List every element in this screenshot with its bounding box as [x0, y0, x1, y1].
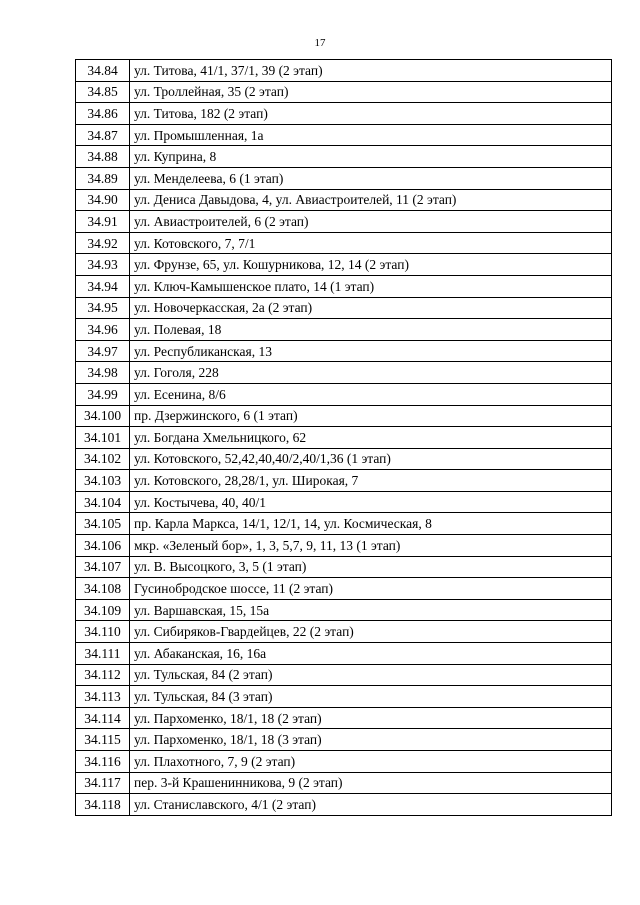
row-address-cell: пр. Карла Маркса, 14/1, 12/1, 14, ул. Космическая, 8 [130, 513, 612, 535]
row-address-cell: ул. Котовского, 7, 7/1 [130, 232, 612, 254]
row-address-cell: ул. Пархоменко, 18/1, 18 (3 этап) [130, 729, 612, 751]
row-number-cell: 34.110 [76, 621, 130, 643]
row-number-cell: 34.97 [76, 340, 130, 362]
row-address-cell: ул. Богдана Хмельницкого, 62 [130, 427, 612, 449]
table-row [76, 729, 612, 751]
row-number-cell: 34.95 [76, 297, 130, 319]
row-address-cell: ул. Тульская, 84 (2 этап) [130, 664, 612, 686]
table-row [76, 470, 612, 492]
row-address-cell: ул. Варшавская, 15, 15а [130, 599, 612, 621]
row-number-cell: 34.85 [76, 81, 130, 103]
row-number-cell: 34.109 [76, 599, 130, 621]
table-row [76, 103, 612, 125]
row-number-cell: 34.100 [76, 405, 130, 427]
row-address-cell: ул. Гоголя, 228 [130, 362, 612, 384]
row-number-cell: 34.96 [76, 319, 130, 341]
address-table-body [76, 60, 612, 816]
table-row [76, 513, 612, 535]
page-number: 17 [314, 37, 326, 49]
row-number-cell: 34.107 [76, 556, 130, 578]
row-number-cell: 34.94 [76, 275, 130, 297]
table-row [76, 794, 612, 816]
table-row [76, 772, 612, 794]
table-row [76, 297, 612, 319]
row-number-cell: 34.87 [76, 124, 130, 146]
table-row [76, 81, 612, 103]
row-address-cell: ул. Тульская, 84 (3 этап) [130, 686, 612, 708]
table-row [76, 556, 612, 578]
row-number-cell: 34.86 [76, 103, 130, 125]
row-address-cell: ул. Котовского, 52,42,40,40/2,40/1,36 (1 этап) [130, 448, 612, 470]
row-number-cell: 34.93 [76, 254, 130, 276]
row-address-cell: пер. 3-й Крашенинникова, 9 (2 этап) [130, 772, 612, 794]
row-address-cell: ул. Титова, 41/1, 37/1, 39 (2 этап) [130, 60, 612, 82]
table-row [76, 340, 612, 362]
row-address-cell: ул. Менделеева, 6 (1 этап) [130, 167, 612, 189]
row-number-cell: 34.114 [76, 707, 130, 729]
row-address-cell: ул. Пархоменко, 18/1, 18 (2 этап) [130, 707, 612, 729]
row-address-cell: ул. Дениса Давыдова, 4, ул. Авиастроителей, 11 (2 этап) [130, 189, 612, 211]
row-address-cell: ул. Костычева, 40, 40/1 [130, 491, 612, 513]
row-number-cell: 34.90 [76, 189, 130, 211]
row-number-cell: 34.115 [76, 729, 130, 751]
row-address-cell: ул. Республиканская, 13 [130, 340, 612, 362]
row-address-cell: ул. Плахотного, 7, 9 (2 этап) [130, 751, 612, 773]
table-row [76, 664, 612, 686]
table-row [76, 427, 612, 449]
table-row [76, 232, 612, 254]
address-table [75, 59, 612, 816]
table-row [76, 319, 612, 341]
row-number-cell: 34.101 [76, 427, 130, 449]
row-number-cell: 34.99 [76, 383, 130, 405]
row-number-cell: 34.88 [76, 146, 130, 168]
table-row [76, 751, 612, 773]
row-number-cell: 34.111 [76, 643, 130, 665]
row-number-cell: 34.106 [76, 535, 130, 557]
table-row [76, 146, 612, 168]
row-number-cell: 34.105 [76, 513, 130, 535]
row-number-cell: 34.104 [76, 491, 130, 513]
row-address-cell: ул. Полевая, 18 [130, 319, 612, 341]
row-number-cell: 34.113 [76, 686, 130, 708]
row-address-cell: ул. Титова, 182 (2 этап) [130, 103, 612, 125]
row-address-cell: ул. Новочеркасская, 2а (2 этап) [130, 297, 612, 319]
row-address-cell: ул. Станиславского, 4/1 (2 этап) [130, 794, 612, 816]
row-address-cell: ул. Троллейная, 35 (2 этап) [130, 81, 612, 103]
row-number-cell: 34.103 [76, 470, 130, 492]
table-row [76, 189, 612, 211]
table-row [76, 535, 612, 557]
row-number-cell: 34.102 [76, 448, 130, 470]
table-row [76, 707, 612, 729]
table-row [76, 383, 612, 405]
table-row [76, 275, 612, 297]
table-row [76, 621, 612, 643]
table-row [76, 167, 612, 189]
table-row [76, 405, 612, 427]
row-address-cell: Гусинобродское шоссе, 11 (2 этап) [130, 578, 612, 600]
row-address-cell: ул. Абаканская, 16, 16а [130, 643, 612, 665]
row-address-cell: ул. В. Высоцкого, 3, 5 (1 этап) [130, 556, 612, 578]
row-number-cell: 34.84 [76, 60, 130, 82]
row-address-cell: мкр. «Зеленый бор», 1, 3, 5,7, 9, 11, 13 (1 этап) [130, 535, 612, 557]
row-address-cell: ул. Фрунзе, 65, ул. Кошурникова, 12, 14 (2 этап) [130, 254, 612, 276]
table-row [76, 254, 612, 276]
row-address-cell: ул. Куприна, 8 [130, 146, 612, 168]
row-address-cell: ул. Ключ-Камышенское плато, 14 (1 этап) [130, 275, 612, 297]
table-row [76, 362, 612, 384]
row-address-cell: ул. Котовского, 28,28/1, ул. Широкая, 7 [130, 470, 612, 492]
table-row [76, 60, 612, 82]
row-address-cell: ул. Сибиряков-Гвардейцев, 22 (2 этап) [130, 621, 612, 643]
row-address-cell: ул. Авиастроителей, 6 (2 этап) [130, 211, 612, 233]
row-number-cell: 34.89 [76, 167, 130, 189]
row-number-cell: 34.91 [76, 211, 130, 233]
row-address-cell: ул. Есенина, 8/6 [130, 383, 612, 405]
table-row [76, 124, 612, 146]
row-number-cell: 34.98 [76, 362, 130, 384]
row-number-cell: 34.116 [76, 751, 130, 773]
row-number-cell: 34.117 [76, 772, 130, 794]
table-row [76, 643, 612, 665]
row-number-cell: 34.108 [76, 578, 130, 600]
row-address-cell: пр. Дзержинского, 6 (1 этап) [130, 405, 612, 427]
row-number-cell: 34.118 [76, 794, 130, 816]
table-row [76, 599, 612, 621]
row-address-cell: ул. Промышленная, 1а [130, 124, 612, 146]
row-number-cell: 34.92 [76, 232, 130, 254]
row-number-cell: 34.112 [76, 664, 130, 686]
table-row [76, 211, 612, 233]
table-row [76, 491, 612, 513]
table-row [76, 448, 612, 470]
table-row [76, 578, 612, 600]
table-row [76, 686, 612, 708]
